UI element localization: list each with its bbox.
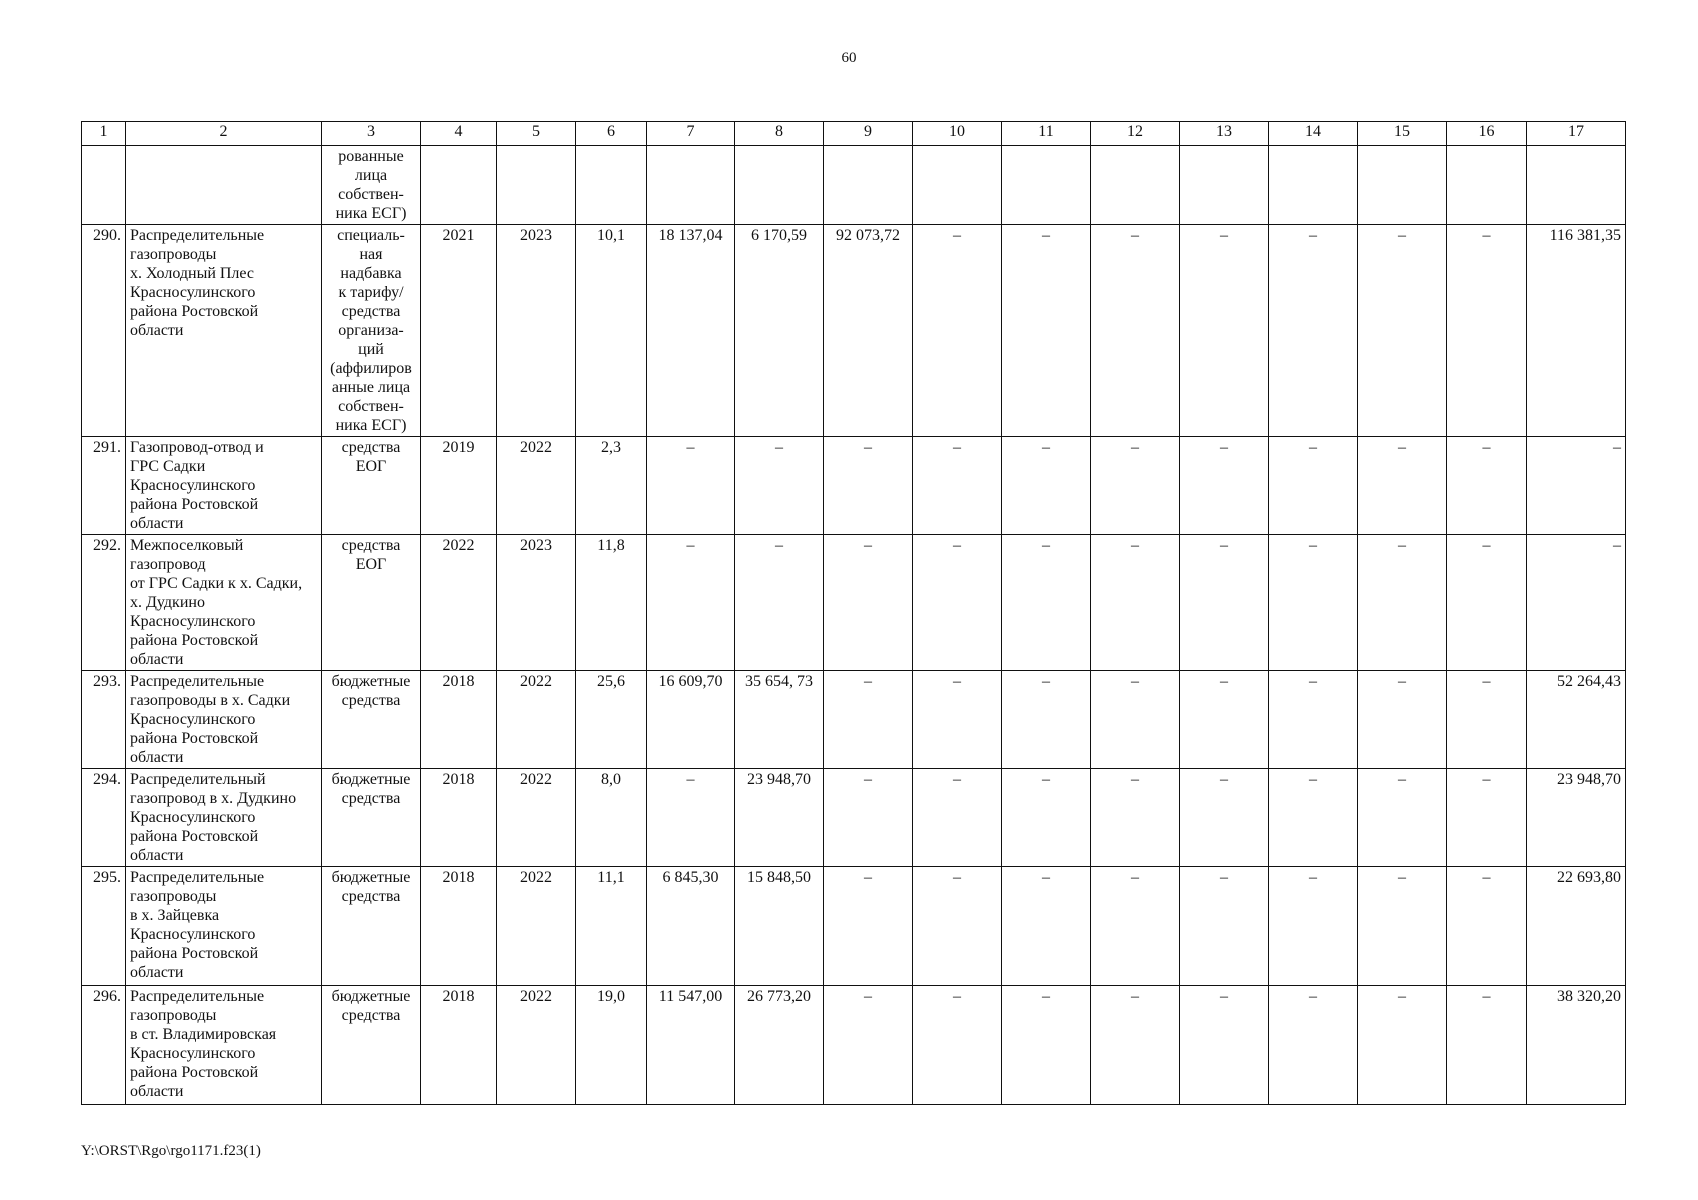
- table-cell: бюджетные средства: [322, 769, 421, 867]
- table-cell: –: [735, 437, 824, 535]
- col-header: 15: [1358, 122, 1447, 146]
- table-cell: –: [913, 535, 1002, 671]
- table-cell: –: [1527, 535, 1626, 671]
- table-cell: [1002, 146, 1091, 225]
- table-cell: –: [824, 437, 913, 535]
- table-cell: Распределительные газопроводы х. Холодный Плес Красносулинского района Ростовской области: [126, 225, 322, 437]
- table-row: [82, 986, 1626, 1105]
- table-cell: 11,1: [576, 867, 647, 986]
- table-cell: –: [913, 986, 1002, 1105]
- table-cell: –: [1180, 225, 1269, 437]
- table-cell: –: [824, 671, 913, 769]
- col-header: 10: [913, 122, 1002, 146]
- table-cell: [647, 146, 735, 225]
- page-number: 60: [841, 50, 857, 66]
- table-cell: 22 693,80: [1527, 867, 1626, 986]
- header-row: [82, 122, 1626, 146]
- table-cell: –: [1447, 769, 1527, 867]
- table-row: [82, 146, 1626, 225]
- col-header: 7: [647, 122, 735, 146]
- table-cell: [1358, 146, 1447, 225]
- table-cell: 6 845,30: [647, 867, 735, 986]
- table-cell: –: [1358, 986, 1447, 1105]
- table-cell: [497, 146, 576, 225]
- table-cell: 2018: [421, 671, 497, 769]
- table-cell: –: [1002, 225, 1091, 437]
- table-cell: –: [1180, 671, 1269, 769]
- table-cell: 35 654, 73: [735, 671, 824, 769]
- table-cell: бюджетные средства: [322, 986, 421, 1105]
- table-cell: 290.: [82, 225, 126, 437]
- table-cell: 8,0: [576, 769, 647, 867]
- table-cell: [735, 146, 824, 225]
- col-header: 4: [421, 122, 497, 146]
- data-table: [81, 121, 1626, 1105]
- table-cell: –: [824, 769, 913, 867]
- table-cell: бюджетные средства: [322, 671, 421, 769]
- table-cell: [1269, 146, 1358, 225]
- table-cell: –: [647, 437, 735, 535]
- table-cell: 92 073,72: [824, 225, 913, 437]
- table-cell: –: [1002, 986, 1091, 1105]
- col-header: 5: [497, 122, 576, 146]
- table-cell: Распределительный газопровод в х. Дудкино Красносулинского района Ростовской области: [126, 769, 322, 867]
- table-cell: 2022: [497, 867, 576, 986]
- table-cell: 2023: [497, 225, 576, 437]
- table-row: [82, 671, 1626, 769]
- table-cell: –: [1180, 769, 1269, 867]
- table-cell: 2022: [497, 986, 576, 1105]
- table-cell: –: [1269, 225, 1358, 437]
- table-cell: 116 381,35: [1527, 225, 1626, 437]
- col-header: 11: [1002, 122, 1091, 146]
- table-cell: 38 320,20: [1527, 986, 1626, 1105]
- table-cell: –: [1002, 671, 1091, 769]
- table-cell: Распределительные газопроводы в х. Зайцевка Красносулинского района Ростовской области: [126, 867, 322, 986]
- table-cell: 294.: [82, 769, 126, 867]
- table-cell: Распределительные газопроводы в х. Садки Красносулинского района Ростовской области: [126, 671, 322, 769]
- table-cell: –: [1002, 769, 1091, 867]
- table-cell: 2021: [421, 225, 497, 437]
- table-cell: –: [1447, 986, 1527, 1105]
- footer-file-path: Y:\ORST\Rgo\rgo1171.f23(1): [81, 1143, 261, 1159]
- table-body: [82, 146, 1626, 1105]
- table-cell: –: [1002, 437, 1091, 535]
- table-cell: –: [1091, 535, 1180, 671]
- table-cell: Газопровод-отвод и ГРС Садки Красносулинского района Ростовской области: [126, 437, 322, 535]
- col-header: 1: [82, 122, 126, 146]
- col-header: 8: [735, 122, 824, 146]
- table-cell: [824, 146, 913, 225]
- table-cell: средства ЕОГ: [322, 535, 421, 671]
- table-cell: –: [1447, 535, 1527, 671]
- table-cell: [126, 146, 322, 225]
- table-row: [82, 437, 1626, 535]
- table-cell: 295.: [82, 867, 126, 986]
- table-cell: 2023: [497, 535, 576, 671]
- table-cell: 18 137,04: [647, 225, 735, 437]
- table-cell: –: [1358, 535, 1447, 671]
- table-cell: бюджетные средства: [322, 867, 421, 986]
- table-cell: 2019: [421, 437, 497, 535]
- table-cell: –: [824, 986, 913, 1105]
- table-cell: 23 948,70: [1527, 769, 1626, 867]
- table-row: [82, 769, 1626, 867]
- table-cell: –: [735, 535, 824, 671]
- table-cell: –: [913, 769, 1002, 867]
- table-cell: [1091, 146, 1180, 225]
- table-cell: Межпоселковый газопровод от ГРС Садки к х. Садки, х. Дудкино Красносулинского района Ростовской области: [126, 535, 322, 671]
- table-cell: 23 948,70: [735, 769, 824, 867]
- table-cell: [576, 146, 647, 225]
- table-cell: –: [1447, 671, 1527, 769]
- table-cell: –: [1269, 867, 1358, 986]
- table-cell: 2018: [421, 986, 497, 1105]
- table-cell: 291.: [82, 437, 126, 535]
- table-cell: –: [1002, 535, 1091, 671]
- table-cell: –: [1358, 769, 1447, 867]
- table-cell: [421, 146, 497, 225]
- table-cell: 10,1: [576, 225, 647, 437]
- table-cell: 19,0: [576, 986, 647, 1105]
- table-cell: рованные лица собствен- ника ЕСГ): [322, 146, 421, 225]
- table-cell: –: [1269, 986, 1358, 1105]
- table-cell: –: [1269, 769, 1358, 867]
- table-cell: 2022: [497, 671, 576, 769]
- table-cell: –: [1091, 867, 1180, 986]
- table-cell: 2022: [421, 535, 497, 671]
- table-cell: 15 848,50: [735, 867, 824, 986]
- table-row: [82, 225, 1626, 437]
- table-cell: –: [1091, 986, 1180, 1105]
- table-cell: –: [913, 671, 1002, 769]
- table-cell: 11 547,00: [647, 986, 735, 1105]
- table-cell: 26 773,20: [735, 986, 824, 1105]
- table-cell: –: [647, 769, 735, 867]
- table-cell: –: [1358, 867, 1447, 986]
- table-cell: –: [1091, 225, 1180, 437]
- table-cell: 296.: [82, 986, 126, 1105]
- table-cell: 11,8: [576, 535, 647, 671]
- col-header: 6: [576, 122, 647, 146]
- table-cell: –: [1447, 867, 1527, 986]
- table-cell: 2022: [497, 437, 576, 535]
- table-cell: –: [1447, 225, 1527, 437]
- table-cell: 6 170,59: [735, 225, 824, 437]
- table-cell: [82, 146, 126, 225]
- table-cell: –: [1269, 535, 1358, 671]
- table-cell: Распределительные газопроводы в ст. Владимировская Красносулинского района Ростовской области: [126, 986, 322, 1105]
- table-cell: 25,6: [576, 671, 647, 769]
- table-cell: 2018: [421, 867, 497, 986]
- table-cell: –: [1447, 437, 1527, 535]
- table-cell: –: [824, 867, 913, 986]
- col-header: 14: [1269, 122, 1358, 146]
- col-header: 13: [1180, 122, 1269, 146]
- col-header: 16: [1447, 122, 1527, 146]
- table-cell: –: [913, 225, 1002, 437]
- table-cell: 2018: [421, 769, 497, 867]
- table-row: [82, 867, 1626, 986]
- table-cell: 2,3: [576, 437, 647, 535]
- table-cell: –: [913, 437, 1002, 535]
- table-cell: –: [1269, 437, 1358, 535]
- table-cell: –: [1091, 437, 1180, 535]
- col-header: 12: [1091, 122, 1180, 146]
- col-header: 9: [824, 122, 913, 146]
- table-cell: 293.: [82, 671, 126, 769]
- table-cell: –: [1358, 225, 1447, 437]
- col-header: 3: [322, 122, 421, 146]
- table-cell: –: [1002, 867, 1091, 986]
- table-cell: средства ЕОГ: [322, 437, 421, 535]
- col-header: 17: [1527, 122, 1626, 146]
- table-cell: –: [1269, 671, 1358, 769]
- table-cell: –: [1180, 437, 1269, 535]
- table-cell: специаль- ная надбавка к тарифу/ средства организа- ций (аффилиров анные лица собствен- ника ЕСГ): [322, 225, 421, 437]
- table-cell: [1527, 146, 1626, 225]
- table-cell: 52 264,43: [1527, 671, 1626, 769]
- table-cell: –: [1091, 769, 1180, 867]
- table-cell: –: [1180, 535, 1269, 671]
- table-cell: –: [1358, 437, 1447, 535]
- table-cell: 292.: [82, 535, 126, 671]
- table-cell: –: [824, 535, 913, 671]
- table-cell: [1447, 146, 1527, 225]
- table-cell: [1180, 146, 1269, 225]
- table-cell: –: [647, 535, 735, 671]
- table-cell: –: [1180, 867, 1269, 986]
- col-header: 2: [126, 122, 322, 146]
- table-cell: –: [913, 867, 1002, 986]
- table-cell: –: [1527, 437, 1626, 535]
- table-cell: 16 609,70: [647, 671, 735, 769]
- table-cell: 2022: [497, 769, 576, 867]
- table-cell: –: [1358, 671, 1447, 769]
- table-row: [82, 535, 1626, 671]
- table-cell: –: [1091, 671, 1180, 769]
- table-cell: [913, 146, 1002, 225]
- table-cell: –: [1180, 986, 1269, 1105]
